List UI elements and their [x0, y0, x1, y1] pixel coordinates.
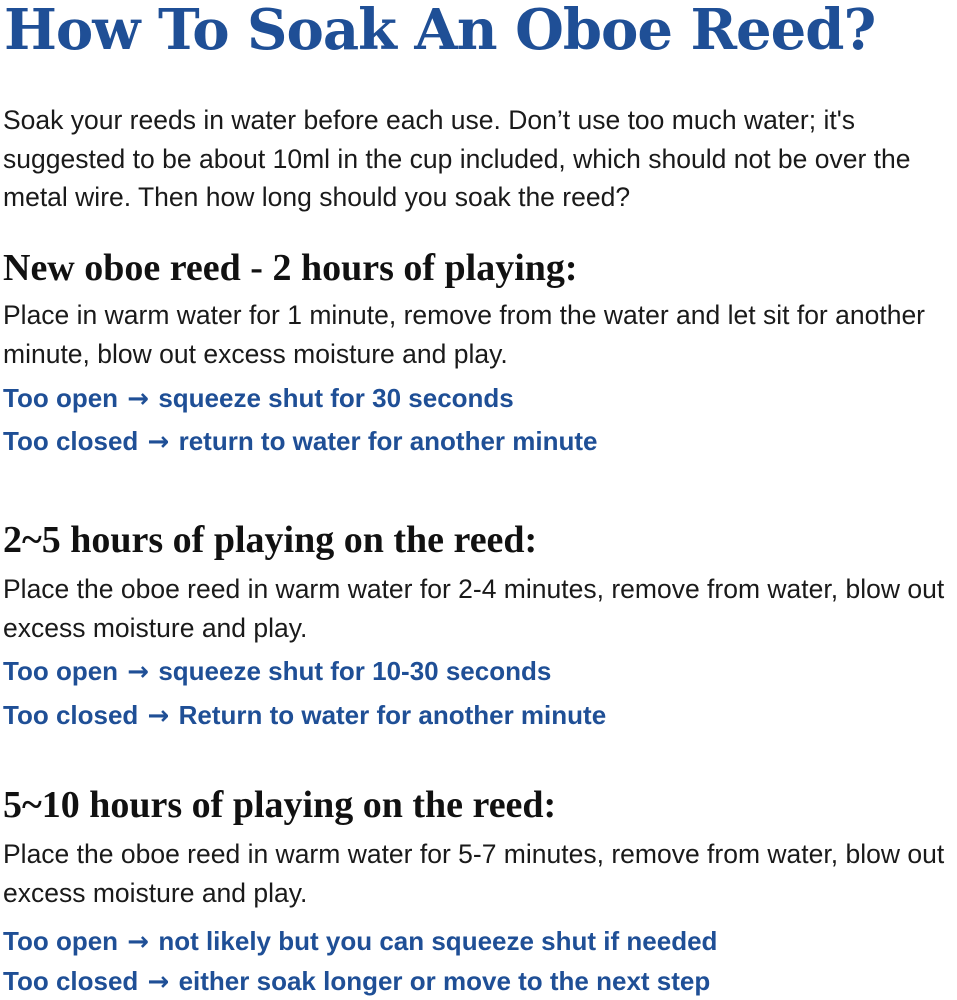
tip-too-closed: [3, 699, 606, 732]
section-heading-new-reed: New oboe reed - 2 hours of playing:: [3, 247, 578, 289]
arrow-right-icon: →: [127, 657, 150, 687]
tip-action: either soak longer or move to the next step: [178, 966, 711, 996]
arrow-right-icon: →: [127, 927, 150, 957]
tip-condition: Too closed: [3, 426, 139, 456]
tip-condition: Too closed: [3, 700, 139, 730]
tip-condition: Too open: [3, 926, 119, 956]
intro-paragraph: Soak your reeds in water before each use. Don’t use too much water; it's suggested to be about 10ml in the cup included, which should not be over the metal wire. Then how long should you soak the reed?: [3, 105, 911, 212]
tip-action: Return to water for another minute: [178, 700, 607, 730]
tip-action: return to water for another minute: [178, 426, 598, 456]
tip-too-open: [3, 655, 551, 688]
arrow-right-icon: →: [147, 967, 170, 997]
tip-action: squeeze shut for 10-30 seconds: [158, 656, 552, 686]
tip-condition: Too open: [3, 383, 119, 413]
tip-too-closed: [3, 965, 710, 998]
page-title: How To Soak An Oboe Reed?: [4, 0, 876, 63]
tip-too-closed: [3, 425, 598, 458]
section-text-5-10-hours: Place the oboe reed in warm water for 5-7 minutes, remove from water, blow out excess moisture and play.: [3, 839, 945, 908]
arrow-right-icon: →: [147, 427, 170, 457]
tip-condition: Too open: [3, 656, 119, 686]
arrow-right-icon: →: [147, 701, 170, 731]
tip-action: not likely but you can squeeze shut if needed: [158, 926, 718, 956]
tip-action: squeeze shut for 30 seconds: [158, 383, 514, 413]
tip-too-open: [3, 382, 514, 415]
tip-condition: Too closed: [3, 966, 139, 996]
arrow-right-icon: →: [127, 384, 150, 414]
section-heading-5-10-hours: 5~10 hours of playing on the reed:: [3, 784, 557, 826]
tip-too-open: [3, 925, 717, 958]
section-text-2-5-hours: Place the oboe reed in warm water for 2-4 minutes, remove from water, blow out excess moisture and play.: [3, 574, 945, 643]
section-heading-2-5-hours: 2~5 hours of playing on the reed:: [3, 519, 538, 561]
section-text-new-reed: Place in warm water for 1 minute, remove from the water and let sit for another minute, blow out excess moisture and play.: [3, 300, 926, 369]
